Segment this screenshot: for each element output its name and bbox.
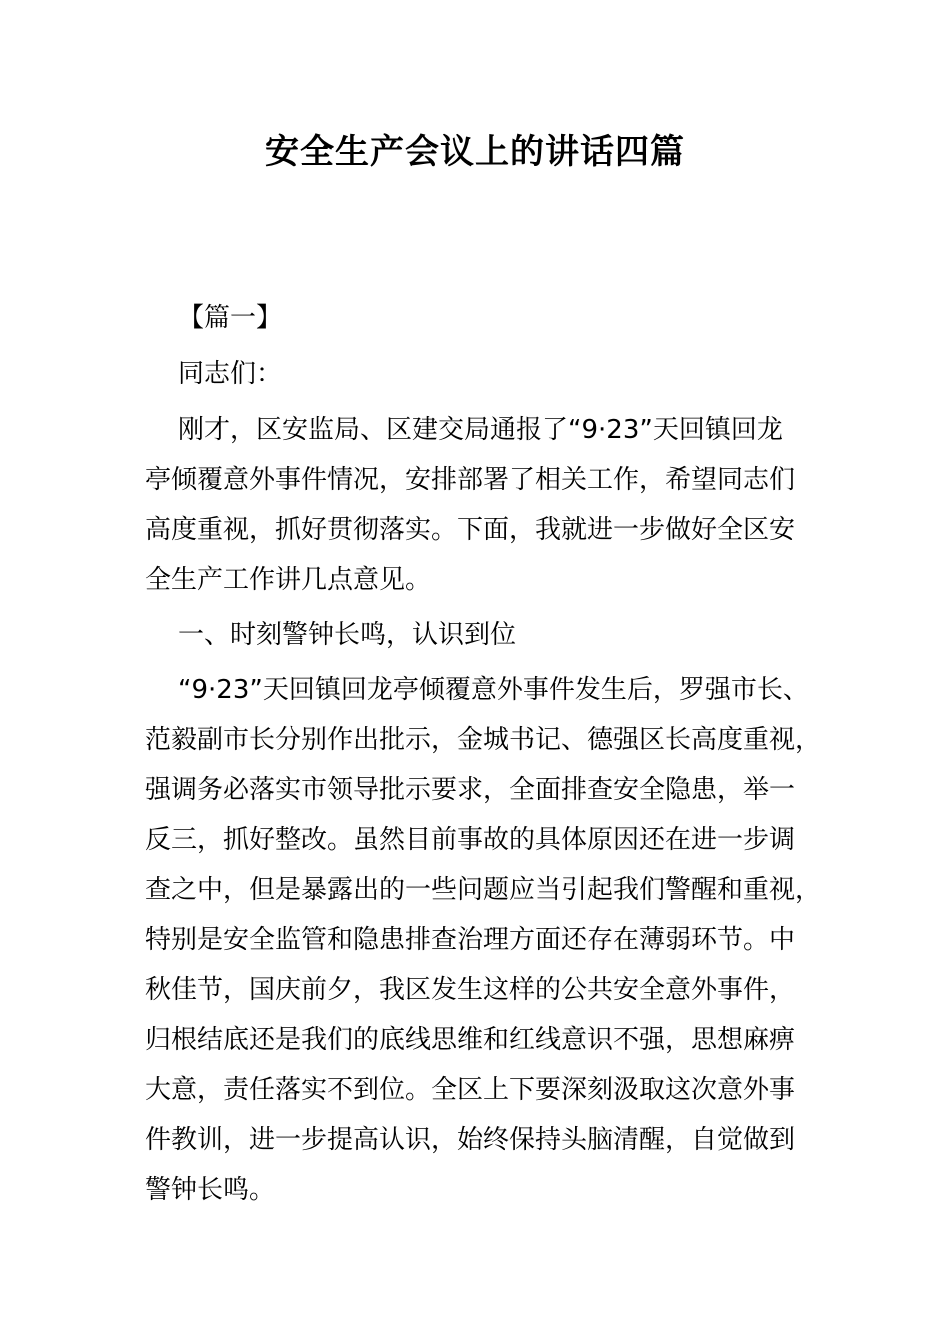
document-title: 安全生产会议上的讲话四篇	[265, 132, 685, 172]
paragraph-2-line-3: 强调务必落实市领导批示要求，全面排查安全隐患，举一	[145, 775, 796, 805]
paragraph-2-line-4: 反三，抓好整改。虽然目前事故的具体原因还在进一步调	[145, 825, 796, 855]
paragraph-1-line-2: 亭倾覆意外事件情况，安排部署了相关工作，希望同志们	[145, 465, 796, 495]
paragraph-2-line-10: 件教训，进一步提高认识，始终保持头脑清醒，自觉做到	[145, 1125, 796, 1155]
paragraph-2-line-2: 范毅副市长分别作出批示，金城书记、德强区长高度重视，	[145, 725, 822, 755]
paragraph-1-line-4: 全生产工作讲几点意见。	[145, 565, 432, 595]
greeting: 同志们：	[178, 359, 283, 389]
paragraph-2-line-1: “9·23”天回镇回龙亭倾覆意外事件发生后，罗强市长、	[178, 675, 809, 705]
paragraph-2-line-5: 查之中，但是暴露出的一些问题应当引起我们警醒和重视，	[145, 875, 822, 905]
paragraph-2-line-7: 秋佳节，国庆前夕，我区发生这样的公共安全意外事件，	[145, 975, 796, 1005]
section-heading: 【篇一】	[178, 303, 283, 333]
paragraph-2-line-11: 警钟长鸣。	[145, 1175, 276, 1205]
paragraph-2-line-6: 特别是安全监管和隐患排查治理方面还存在薄弱环节。中	[145, 925, 796, 955]
subheading-1: 一、时刻警钟长鸣，认识到位	[178, 620, 517, 650]
paragraph-1-line-3: 高度重视，抓好贯彻落实。下面，我就进一步做好全区安	[145, 515, 796, 545]
paragraph-2-line-8: 归根结底还是我们的底线思维和红线意识不强，思想麻痹	[145, 1025, 796, 1055]
paragraph-1-line-1: 刚才，区安监局、区建交局通报了“9·23”天回镇回龙	[178, 415, 783, 445]
paragraph-2-line-9: 大意，责任落实不到位。全区上下要深刻汲取这次意外事	[145, 1075, 796, 1105]
